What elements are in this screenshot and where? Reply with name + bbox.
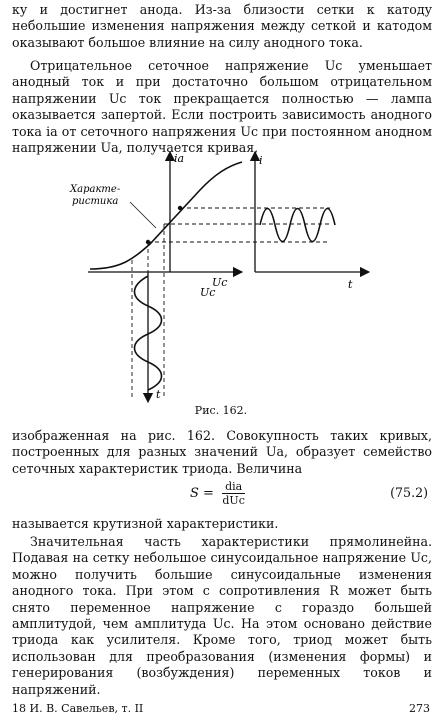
characteristic-curve (90, 162, 242, 269)
formula-lhs: S = (190, 486, 214, 501)
label-uc-left: Uс (212, 276, 228, 289)
figure-caption: Рис. 162. (194, 404, 248, 417)
page-number: 273 (409, 702, 430, 715)
paragraph-5: Значительная часть характеристики прямолинейна. Подавая на сетку небольшое синусоидальное напряжение Uс, можно получить большие синусоидальные изменения анодного тока. При этом с сопротивления R может быть снято переменное напряжение с гораздо большей амплитудой, чем амплитуда Uс. На этом основано действие триода как усилителя. Кроме того, триод может быть использован для преобразования (изменения формы) и генерирования (возбуждения) переменных токов и напряжений. (12, 534, 432, 697)
paragraph-2: Отрицательное сеточное напряжение Uс уменьшает анодный ток и при достаточно большом отрицательном напряжении Uс ток прекращается полностью — лампа оказывается запертой. Если построить зависимость анодного тока iа от сеточного напряжения Uс при постоянном анодном напряжении Uа, получается кривая, (12, 58, 432, 156)
label-characteristic-1: Характе- (70, 184, 121, 195)
paragraph-1: ку и достигнет анода. Из-за близости сетки к катоду небольшие изменения напряжения между сеткой и катодом оказывают большое влияние на силу анодного тока. (12, 2, 432, 50)
formula-numerator: diа (222, 480, 245, 494)
figure-162 (60, 148, 390, 404)
label-t-right: t (348, 278, 353, 291)
formula-denominator: dUс (222, 494, 245, 507)
label-ia: iа (174, 152, 185, 165)
footer-left: 18 И. В. Савельев, т. II (12, 702, 144, 715)
label-characteristic-2: ристика (72, 196, 119, 207)
label-t-bottom: t (156, 388, 161, 401)
page-footer (12, 702, 430, 715)
paragraph-3: изображенная на рис. 162. Совокупность таких кривых, построенных для разных значений Uа, образует семейство сеточных характеристик триода. Величина (12, 428, 432, 476)
label-ia-right: i (259, 154, 263, 167)
point-high (178, 206, 182, 210)
formula-75-2 (190, 480, 245, 507)
projection-lines (132, 208, 330, 398)
equation-number: (75.2) (390, 485, 428, 500)
anode-current-sine (260, 209, 335, 242)
point-low (146, 240, 150, 244)
label-uc-bottom: Uс (200, 286, 216, 299)
paragraph-4: называется крутизной характеристики. (12, 516, 279, 531)
